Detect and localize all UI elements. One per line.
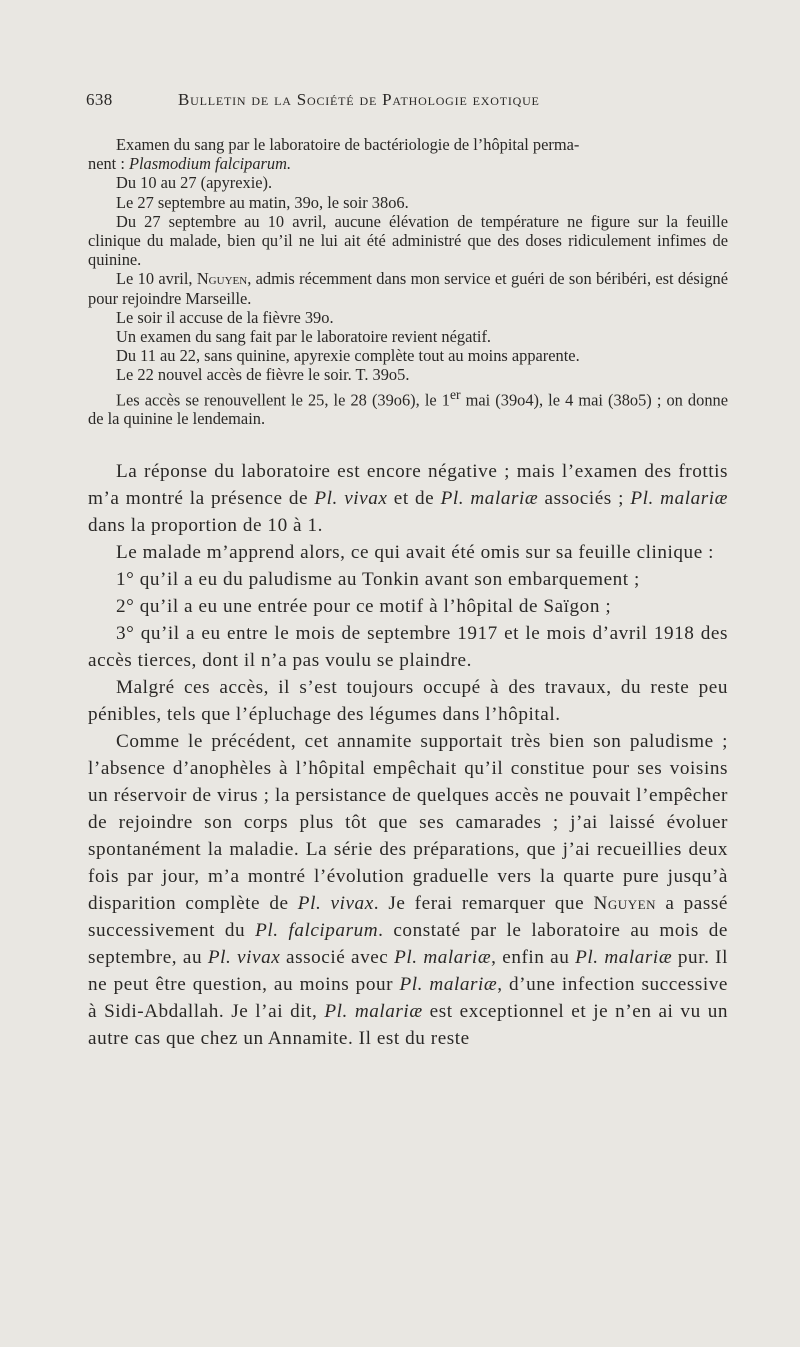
paragraph: Malgré ces accès, il s’est toujours occupé à des travaux, du reste peu pénibles, tels que l’épluchage des légumes dans l’hôpital. bbox=[88, 677, 728, 725]
report-line: Du 11 au 22, sans quinine, apyrexie complète tout au moins apparente. bbox=[116, 346, 580, 366]
paragraph: La réponse du laboratoire est encore négative ; mais l’examen des frottis m’a montré la présence de Pl. vivax et de Pl. malariæ associés ; Pl. malariæ dans la proportion de 10 à 1. bbox=[88, 461, 728, 536]
clinical-report bbox=[88, 135, 728, 429]
report-line: Du 27 septembre au 10 avril, aucune élévation de température ne figure sur la feuille clinique du malade, bien qu’il ne lui ait été administré que des doses ridiculement infimes de quinine. bbox=[88, 211, 728, 270]
report-line: Le soir il accuse de la fièvre 39o. bbox=[116, 307, 334, 327]
patient-name: Nguyen bbox=[593, 893, 657, 914]
patient-name: Nguyen bbox=[196, 269, 248, 289]
paragraph: 2° qu’il a eu une entrée pour ce motif à l’hôpital de Saïgon ; bbox=[116, 596, 612, 617]
report-line: Le 22 nouvel accès de fièvre le soir. T. 39o5. bbox=[116, 365, 410, 385]
report-line: Un examen du sang fait par le laboratoire revient négatif. bbox=[116, 327, 492, 347]
body-text bbox=[88, 458, 728, 1052]
report-line: Le 10 avril, Nguyen, admis récemment dans mon service et guéri de son béribéri, est désigné pour rejoindre Marseille. bbox=[88, 269, 729, 308]
report-line: Les accès se renouvellent le 25, le 28 (39o6), le 1er mai (39o4), le 4 mai (38o5) ; on donne de la quinine le lendemain. bbox=[88, 386, 728, 429]
report-line: Examen du sang par le laboratoire de bactériologie de l’hôpital perma- nent : Plasmodium falciparum. bbox=[88, 135, 580, 174]
page-number: 638 bbox=[86, 90, 113, 109]
paragraph: 3° qu’il a eu entre le mois de septembre 1917 et le mois d’avril 1918 des accès tierces, dont il n’a pas voulu se plaindre. bbox=[88, 623, 728, 671]
paragraph: Le malade m’apprend alors, ce qui avait été omis sur sa feuille clinique : bbox=[116, 542, 714, 563]
journal-title: Bulletin de la Société de Pathologie exotique bbox=[178, 90, 540, 109]
paragraph: 1° qu’il a eu du paludisme au Tonkin avant son embarquement ; bbox=[116, 569, 640, 590]
report-line: Du 10 au 27 (apyrexie). bbox=[116, 173, 273, 193]
paragraph: Comme le précédent, cet annamite supportait très bien son paludisme ; l’absence d’anophèles à l’hôpital empêchait qu’il constitue pour ses voisins un réservoir de virus ; la persistance de quelques accès ne pouvait l’empêcher de rejoindre son corps plus tôt que ses camarades ; j’ai laissé évoluer spontanément la maladie. La série des préparations, que j’ai recueillies deux fois par jour, m’a montré l’évolution graduelle vers la quarte pure jusqu’à disparition complète de Pl. vivax. Je ferai remarquer que Nguyen a passé successivement du Pl. falciparum. constaté par le laboratoire au mois de septembre, au Pl. vivax associé avec Pl. malariæ, enfin au Pl. malariæ pur. Il ne peut être question, au moins pour Pl. malariæ, d’une infection successive à Sidi-Abdallah. Je l’ai dit, Pl. malariæ est exceptionnel et je n’en ai vu un autre cas que chez un Annamite. Il est du reste bbox=[88, 731, 728, 1049]
report-line: Le 27 septembre au matin, 39o, le soir 38o6. bbox=[116, 192, 409, 212]
